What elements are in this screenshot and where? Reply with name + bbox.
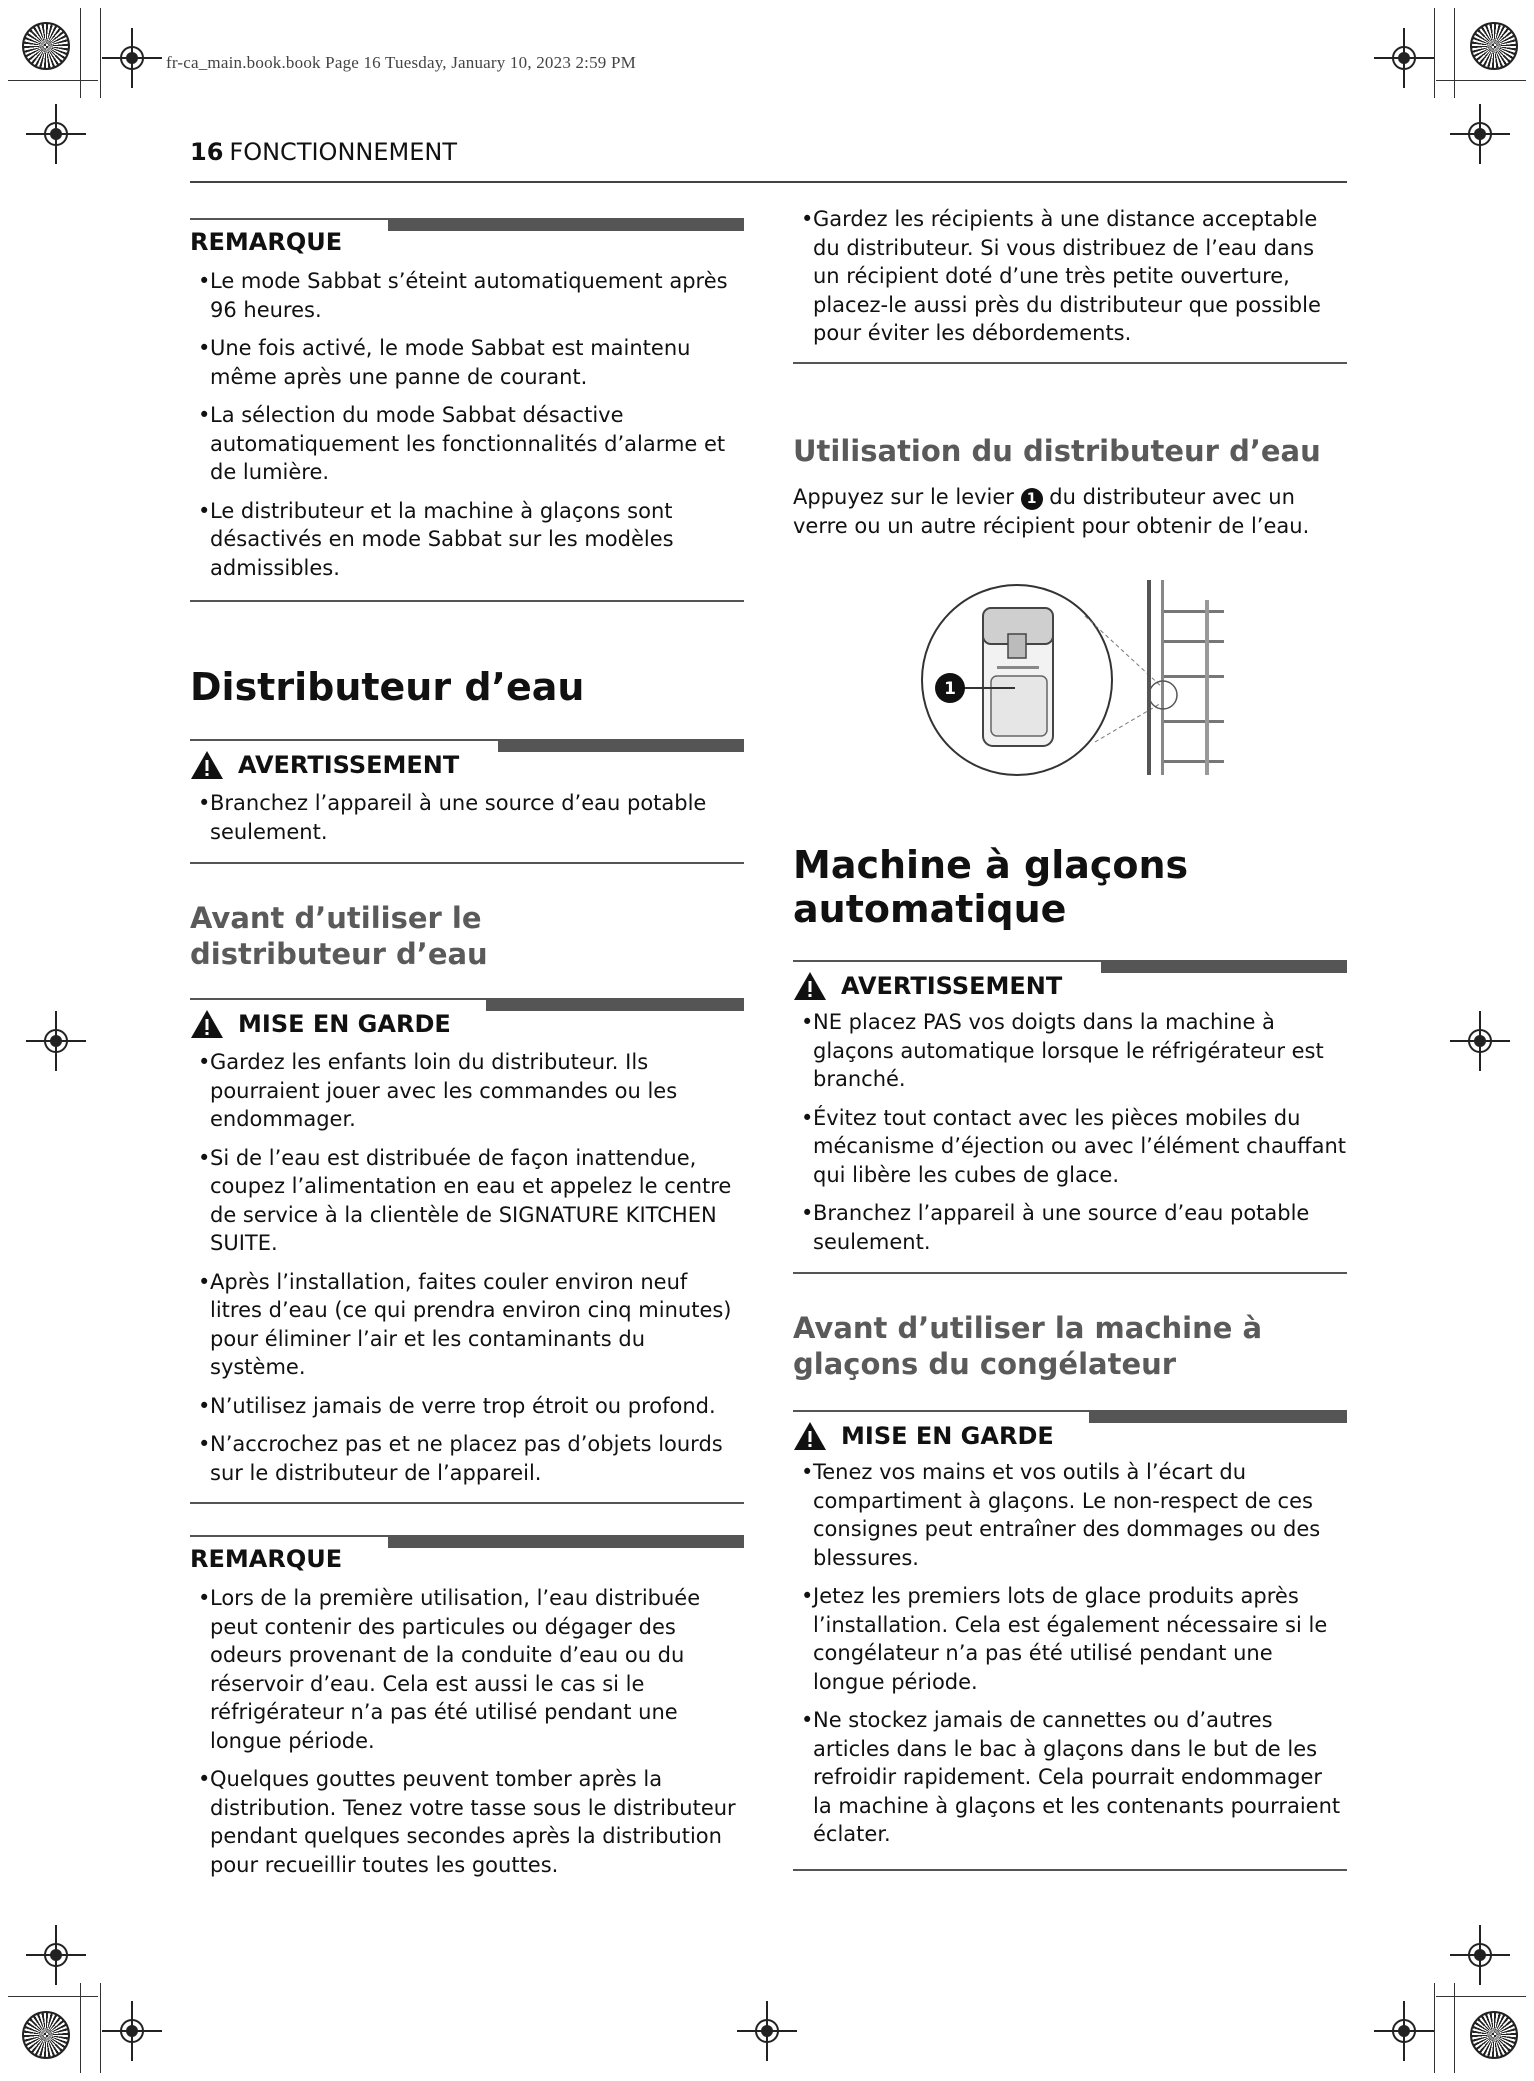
print-slug: fr-ca_main.book.book Page 16 Tuesday, January 10, 2023 2:59 PM xyxy=(166,53,636,72)
list-item: • Évitez tout contact avec les pièces mobiles du mécanisme d’éjection ou avec l’élément chauffant qui libère les cubes de glace. xyxy=(793,1104,1347,1190)
list-item: • La sélection du mode Sabbat désactive automatiquement les fonctionnalités d’alarme et de lumière. xyxy=(190,401,744,487)
list-item: • Quelques gouttes peuvent tomber après la distribution. Tenez votre tasse sous le distributeur pendant quelques secondes après la distribution pour recueillir toutes les gouttes. xyxy=(190,1765,744,1879)
list-item: • Jetez les premiers lots de glace produits après l’installation. Cela est également nécessaire si le congélateur n’a pas été utilisé pendant une longue période. xyxy=(793,1582,1347,1696)
section-title: FONCTIONNEMENT xyxy=(229,138,457,166)
header-rule xyxy=(190,181,1347,183)
caution-box-continued xyxy=(793,205,1347,365)
crop-mark xyxy=(100,1983,101,2073)
caution-box-distributeur xyxy=(190,998,744,1505)
registration-mark xyxy=(26,1925,86,1985)
crop-mark xyxy=(1434,8,1435,98)
list-item: • Si de l’eau est distribuée de façon inattendue, coupez l’alimentation en eau et appelez le centre de service à la clientèle de SIGNATURE KITCHEN SUITE. xyxy=(190,1144,744,1258)
registration-mark xyxy=(26,104,86,164)
crop-mark xyxy=(1434,1983,1435,2073)
caution-list-continued xyxy=(793,205,1347,358)
section-heading-machine-glacons: Machine à glaçons automatique xyxy=(793,843,1189,931)
list-item: • Ne stockez jamais de cannettes ou d’autres articles dans le bac à glaçons dans le but de les refroidir rapidement. Cela pourrait endommager la machine à glaçons et les contenants pourraient éclater. xyxy=(793,1706,1347,1849)
crop-mark xyxy=(8,1996,98,1997)
color-calibration-mark-bottom-right xyxy=(1470,2011,1518,2059)
caution-box-ice-maker xyxy=(793,1410,1347,1872)
caution-title: MISE EN GARDE xyxy=(841,1422,1054,1450)
color-calibration-mark-bottom-left xyxy=(22,2011,70,2059)
color-calibration-mark-top-left xyxy=(22,22,70,70)
list-item: • N’accrochez pas et ne placez pas d’objets lourds sur le distributeur de l’appareil. xyxy=(190,1430,744,1487)
subsection-heading-utilisation: Utilisation du distributeur d’eau xyxy=(793,434,1321,468)
warning-icon xyxy=(190,750,224,780)
crop-mark xyxy=(1436,80,1526,81)
list-item: • Gardez les enfants loin du distributeur. Ils pourraient jouer avec les commandes ou les endommager. xyxy=(190,1048,744,1134)
list-item: • Lors de la première utilisation, l’eau distribuée peut contenir des particules ou dégager des odeurs provenant de la conduite d’eau ou du réservoir d’eau. Cela est aussi le cas si le réfrigérateur n’a pas été utilisé pendant une longue période. xyxy=(190,1584,744,1755)
figure-callout: 1 xyxy=(944,679,956,699)
registration-mark xyxy=(102,28,162,88)
list-item: • Le distributeur et la machine à glaçons sont désactivés en mode Sabbat sur les modèles admissibles. xyxy=(190,497,744,583)
registration-mark xyxy=(1450,1925,1510,1985)
warning-title: AVERTISSEMENT xyxy=(238,751,460,779)
caution-list xyxy=(190,1048,744,1497)
warning-title: AVERTISSEMENT xyxy=(841,972,1063,1000)
warning-icon xyxy=(190,1009,224,1039)
warning-list xyxy=(793,1008,1347,1266)
crop-mark xyxy=(8,80,98,81)
crop-mark xyxy=(1454,8,1455,98)
registration-mark xyxy=(1374,2001,1434,2061)
utilisation-instructions: Appuyez sur le levier 1 du distributeur avec un verre ou un autre récipient pour obtenir de l’eau. xyxy=(793,485,1310,538)
registration-mark xyxy=(26,1011,86,1071)
warning-icon xyxy=(793,1421,827,1451)
list-item: • Après l’installation, faites couler environ neuf litres d’eau (ce qui prendra environ cinq minutes) pour éliminer l’air et les contaminants du système. xyxy=(190,1268,744,1382)
page-number: 16 xyxy=(190,138,224,166)
note-box-first-use xyxy=(190,1535,744,1885)
caution-title: MISE EN GARDE xyxy=(238,1010,451,1038)
callout-number-badge: 1 xyxy=(1021,488,1043,510)
registration-mark xyxy=(1374,28,1434,88)
registration-mark xyxy=(737,2001,797,2061)
registration-mark xyxy=(102,2001,162,2061)
list-item: • Gardez les récipients à une distance acceptable du distributeur. Si vous distribuez de l’eau dans un récipient doté d’une très petite ouverture, placez-le aussi près du distributeur que possible pour éviter les débordements. xyxy=(793,205,1347,348)
list-item: • Une fois activé, le mode Sabbat est maintenu même après une panne de courant. xyxy=(190,334,744,391)
color-calibration-mark-top-right xyxy=(1470,22,1518,70)
crop-mark xyxy=(100,8,101,98)
list-item: • Branchez l’appareil à une source d’eau potable seulement. xyxy=(190,789,744,846)
subsection-heading-avant-distributeur: Avant d’utiliser le distributeur d’eau xyxy=(190,901,488,971)
warning-icon xyxy=(793,971,827,1001)
note-title: REMARQUE xyxy=(190,228,343,256)
crop-mark xyxy=(1436,1996,1526,1997)
list-item: • Tenez vos mains et vos outils à l’écart du compartiment à glaçons. Le non-respect de ces consignes peut entraîner des dommages ou des blessures. xyxy=(793,1458,1347,1572)
list-item: • Branchez l’appareil à une source d’eau potable seulement. xyxy=(793,1199,1347,1256)
caution-list xyxy=(793,1458,1347,1859)
note-list xyxy=(190,1584,744,1889)
list-item: • NE placez PAS vos doigts dans la machine à glaçons automatique lorsque le réfrigérateur est branché. xyxy=(793,1008,1347,1094)
crop-mark xyxy=(80,8,81,98)
note-title: REMARQUE xyxy=(190,1545,343,1573)
page-header xyxy=(190,138,457,166)
warning-box-water-source xyxy=(190,739,744,865)
note-list xyxy=(190,267,744,592)
section-heading-distributeur: Distributeur d’eau xyxy=(190,665,585,709)
note-box-sabbat xyxy=(190,218,744,603)
subsection-heading-avant-machine: Avant d’utiliser la machine à glaçons du congélateur xyxy=(793,1311,1263,1381)
warning-box-ice-maker xyxy=(793,960,1347,1275)
registration-mark xyxy=(1450,1011,1510,1071)
dispenser-illustration xyxy=(905,580,1235,780)
list-item: • Le mode Sabbat s’éteint automatiquement après 96 heures. xyxy=(190,267,744,324)
registration-mark xyxy=(1450,104,1510,164)
warning-list xyxy=(190,789,744,856)
list-item: • N’utilisez jamais de verre trop étroit ou profond. xyxy=(190,1392,744,1421)
